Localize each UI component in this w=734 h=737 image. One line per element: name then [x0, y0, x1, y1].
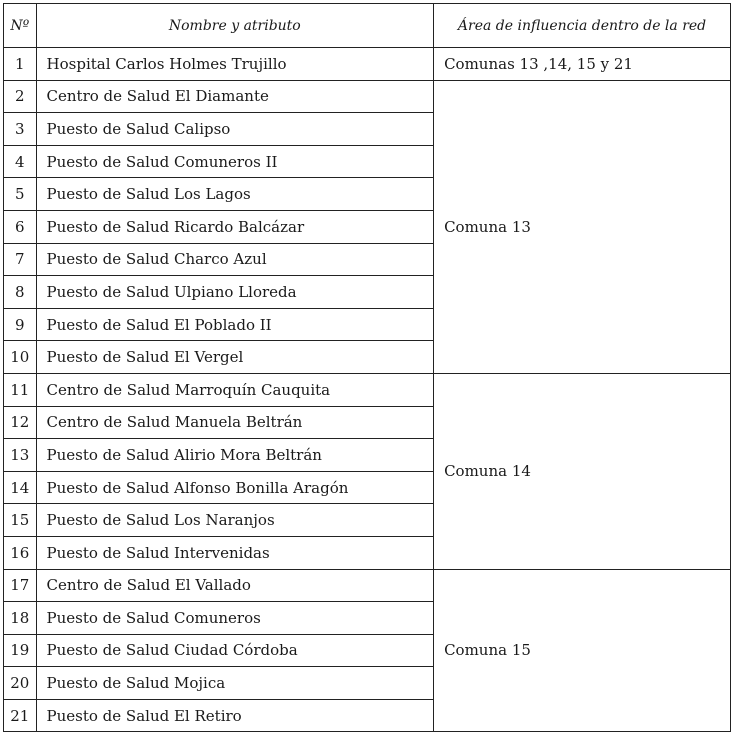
row-area: Comuna 13	[434, 80, 731, 373]
row-number: 16	[4, 536, 37, 569]
row-name: Puesto de Salud Ricardo Balcázar	[36, 210, 434, 243]
row-number: 1	[4, 48, 37, 81]
row-number: 21	[4, 699, 37, 732]
row-area: Comunas 13 ,14, 15 y 21	[434, 48, 731, 81]
row-number: 18	[4, 602, 37, 635]
row-name: Puesto de Salud Alirio Mora Beltrán	[36, 439, 434, 472]
row-name: Puesto de Salud Comuneros II	[36, 145, 434, 178]
row-name: Puesto de Salud Intervenidas	[36, 536, 434, 569]
row-name: Puesto de Salud El Retiro	[36, 699, 434, 732]
row-number: 3	[4, 113, 37, 146]
row-number: 19	[4, 634, 37, 667]
row-number: 17	[4, 569, 37, 602]
row-name: Centro de Salud Marroquín Cauquita	[36, 373, 434, 406]
row-name: Puesto de Salud Mojica	[36, 667, 434, 700]
row-name: Puesto de Salud El Poblado II	[36, 308, 434, 341]
row-number: 12	[4, 406, 37, 439]
row-name: Centro de Salud El Vallado	[36, 569, 434, 602]
row-name: Puesto de Salud Los Lagos	[36, 178, 434, 211]
header-row	[4, 4, 731, 48]
row-name: Puesto de Salud Calipso	[36, 113, 434, 146]
row-name: Puesto de Salud Los Naranjos	[36, 504, 434, 537]
table-row	[4, 48, 731, 81]
row-number: 7	[4, 243, 37, 276]
header-name: Nombre y atributo	[36, 4, 434, 48]
row-name: Centro de Salud Manuela Beltrán	[36, 406, 434, 439]
row-name: Puesto de Salud Alfonso Bonilla Aragón	[36, 471, 434, 504]
row-number: 11	[4, 373, 37, 406]
row-name: Hospital Carlos Holmes Trujillo	[36, 48, 434, 81]
header-number: Nº	[4, 4, 37, 48]
health-network-table	[3, 3, 731, 732]
row-name: Puesto de Salud Comuneros	[36, 602, 434, 635]
row-name: Puesto de Salud Ciudad Córdoba	[36, 634, 434, 667]
row-number: 4	[4, 145, 37, 178]
row-area: Comuna 15	[434, 569, 731, 732]
row-number: 2	[4, 80, 37, 113]
table-row	[4, 373, 731, 406]
row-name: Puesto de Salud El Vergel	[36, 341, 434, 374]
row-number: 8	[4, 276, 37, 309]
row-number: 5	[4, 178, 37, 211]
row-number: 20	[4, 667, 37, 700]
row-number: 9	[4, 308, 37, 341]
table-row	[4, 569, 731, 602]
row-name: Centro de Salud El Diamante	[36, 80, 434, 113]
row-number: 13	[4, 439, 37, 472]
row-area: Comuna 14	[434, 373, 731, 569]
table-row	[4, 80, 731, 113]
row-number: 14	[4, 471, 37, 504]
header-area: Área de influencia dentro de la red	[434, 4, 731, 48]
row-number: 15	[4, 504, 37, 537]
row-number: 6	[4, 210, 37, 243]
row-name: Puesto de Salud Charco Azul	[36, 243, 434, 276]
row-name: Puesto de Salud Ulpiano Lloreda	[36, 276, 434, 309]
row-number: 10	[4, 341, 37, 374]
